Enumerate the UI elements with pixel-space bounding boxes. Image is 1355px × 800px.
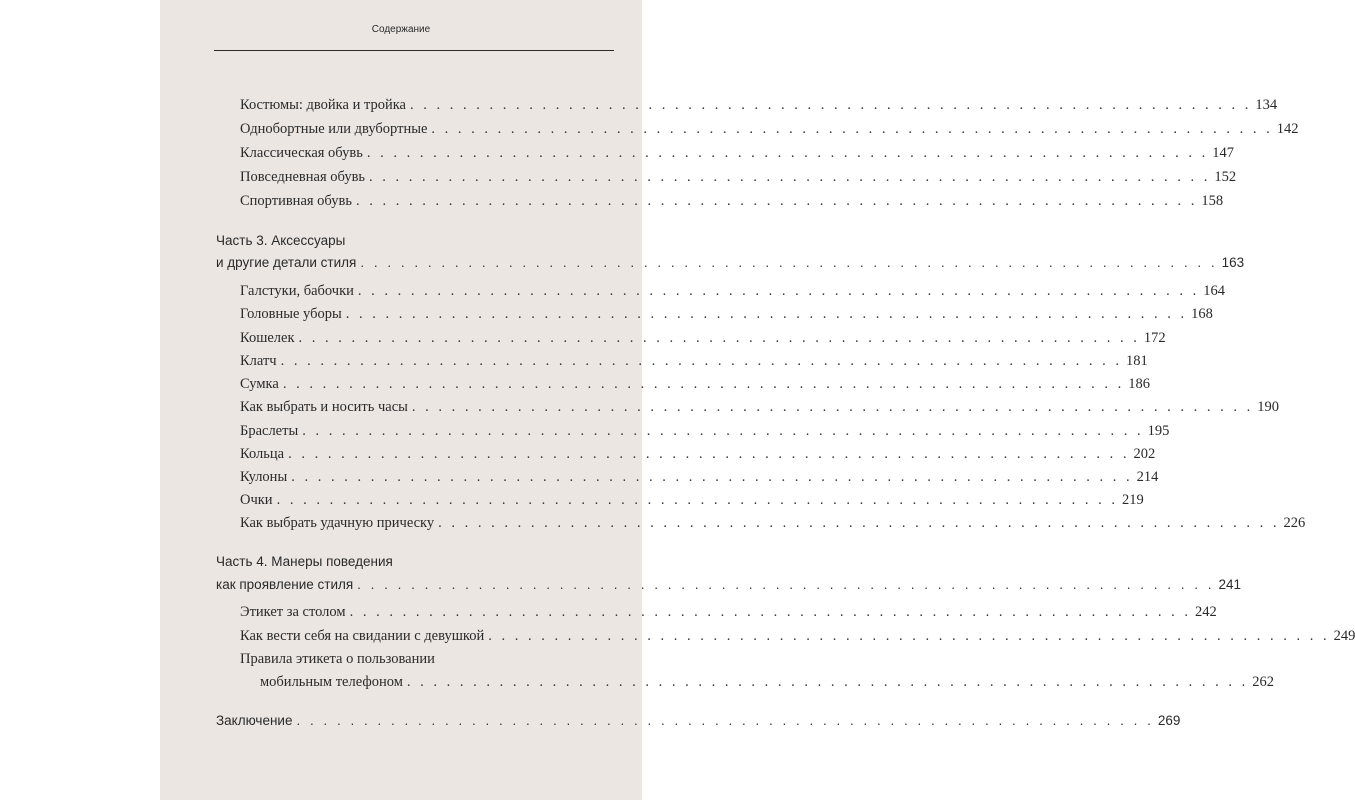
dot-leader: . . . . . . . . . . . . . . . . . . . . . . . . . . . . . . . . . . . . . . . . . . . . . . . . . . . . . . . . . . . . . . . . bbox=[488, 628, 1330, 644]
toc-entry-title: Клатч bbox=[240, 353, 277, 369]
dot-leader: . . . . . . . . . . . . . . . . . . . . . . . . . . . . . . . . . . . . . . . . . . . . . . . . . . . . . . . . . . . . . . . . bbox=[360, 255, 1218, 270]
dot-leader: . . . . . . . . . . . . . . . . . . . . . . . . . . . . . . . . . . . . . . . . . . . . . . . . . . . . . . . . . . . . . . . . bbox=[282, 376, 1125, 392]
part-3-title: Часть 3. Аксессуары bbox=[216, 233, 346, 248]
toc-entry-page: 269 bbox=[1157, 713, 1181, 728]
dot-leader: . . . . . . . . . . . . . . . . . . . . . . . . . . . . . . . . . . . . . . . . . . . . . . . . . . . . . . . . . . . . . . . . bbox=[431, 121, 1273, 137]
dot-leader: . . . . . . . . . . . . . . . . . . . . . . . . . . . . . . . . . . . . . . . . . . . . . . . . . . . . . . . . . . . . . . . . bbox=[357, 283, 1200, 299]
toc-entry-page: 181 bbox=[1125, 353, 1148, 369]
toc-entry-page: 152 bbox=[1214, 169, 1237, 185]
toc-entry-page: 226 bbox=[1283, 515, 1306, 531]
toc-entry-page: 195 bbox=[1147, 423, 1170, 439]
toc-entry-title: Спортивная обувь bbox=[240, 193, 352, 209]
toc-entry-title: Повседневная обувь bbox=[240, 169, 366, 185]
toc-entry-page: 219 bbox=[1121, 492, 1144, 508]
toc-entry bbox=[240, 376, 1150, 392]
toc-entry-title: Головные уборы bbox=[240, 306, 342, 322]
toc-entry-page: 163 bbox=[1221, 255, 1245, 270]
toc-entry-page: 147 bbox=[1212, 145, 1234, 161]
toc-entry-title: Кошелек bbox=[240, 330, 295, 346]
dot-leader: . . . . . . . . . . . . . . . . . . . . . . . . . . . . . . . . . . . . . . . . . . . . . . . . . . . . . . . . . . . . . . . . bbox=[406, 674, 1249, 690]
toc-entry bbox=[240, 145, 1234, 161]
dot-leader: . . . . . . . . . . . . . . . . . . . . . . . . . . . . . . . . . . . . . . . . . . . . . . . . . . . . . . . . . . . . . . . . bbox=[276, 492, 1118, 508]
dot-leader: . . . . . . . . . . . . . . . . . . . . . . . . . . . . . . . . . . . . . . . . . . . . . . . . . . . . . . . . . . . . . . . . bbox=[280, 353, 1122, 369]
part-4-entry bbox=[216, 577, 1242, 592]
dot-leader: . . . . . . . . . . . . . . . . . . . . . . . . . . . . . . . . . . . . . . . . . . . . . . . . . . . . . . . . . . . . . . . . bbox=[410, 97, 1252, 113]
toc-entry bbox=[240, 353, 1148, 369]
toc-entry-title: Браслеты bbox=[240, 423, 299, 439]
toc-entry bbox=[240, 604, 1217, 620]
toc-entry bbox=[240, 628, 1355, 644]
toc-entry-title: Однобортные или двубортные bbox=[240, 121, 428, 137]
toc-entry bbox=[240, 492, 1144, 508]
part-3-entry bbox=[216, 255, 1245, 270]
toc-entry-page: 262 bbox=[1252, 674, 1275, 690]
book-page bbox=[160, 0, 1355, 800]
toc-entry-title: Как выбрать удачную прическу bbox=[240, 515, 435, 531]
toc-entry bbox=[240, 330, 1166, 346]
toc-entry-page: 164 bbox=[1203, 283, 1225, 299]
dot-leader: . . . . . . . . . . . . . . . . . . . . . . . . . . . . . . . . . . . . . . . . . . . . . . . . . . . . . . . . . . . . . . . . bbox=[369, 169, 1211, 185]
toc-entry-page: 172 bbox=[1143, 330, 1166, 346]
toc-entry bbox=[240, 193, 1224, 209]
toc-entry-page: 214 bbox=[1136, 469, 1159, 485]
toc-entry bbox=[240, 515, 1306, 531]
toc-entry-page: 186 bbox=[1128, 376, 1150, 392]
dot-leader: . . . . . . . . . . . . . . . . . . . . . . . . . . . . . . . . . . . . . . . . . . . . . . . . . . . . . . . . . . . . . . . . bbox=[302, 423, 1144, 439]
dot-leader: . . . . . . . . . . . . . . . . . . . . . . . . . . . . . . . . . . . . . . . . . . . . . . . . . . . . . . . . . . . . . . . . bbox=[357, 577, 1215, 592]
dot-leader: . . . . . . . . . . . . . . . . . . . . . . . . . . . . . . . . . . . . . . . . . . . . . . . . . . . . . . . . . . . . . . . . bbox=[411, 399, 1254, 415]
toc-entry bbox=[240, 97, 1278, 113]
toc-entry-title: Кулоны bbox=[240, 469, 288, 485]
toc-entry bbox=[240, 121, 1299, 137]
toc-entry bbox=[240, 306, 1213, 322]
toc-entry-page: 249 bbox=[1333, 628, 1355, 644]
toc-entry-title-line2: мобильным телефоном bbox=[260, 674, 403, 690]
toc-entry-title: Сумка bbox=[240, 376, 279, 392]
toc-entry bbox=[240, 446, 1156, 462]
dot-leader: . . . . . . . . . . . . . . . . . . . . . . . . . . . . . . . . . . . . . . . . . . . . . . . . . . . . . . . . . . . . . . . . bbox=[349, 604, 1191, 620]
toc-entry-title: Этикет за столом bbox=[240, 604, 346, 620]
conclusion-entry bbox=[216, 713, 1181, 728]
dot-leader: . . . . . . . . . . . . . . . . . . . . . . . . . . . . . . . . . . . . . . . . . . . . . . . . . . . . . . . . . . . . . . . . bbox=[291, 469, 1133, 485]
dot-leader: . . . . . . . . . . . . . . . . . . . . . . . . . . . . . . . . . . . . . . . . . . . . . . . . . . . . . . . . . . . . . . . . bbox=[438, 515, 1280, 531]
table-of-contents bbox=[160, 0, 1355, 800]
toc-entry-page: 158 bbox=[1201, 193, 1224, 209]
toc-entry-page: 190 bbox=[1257, 399, 1279, 415]
dot-leader: . . . . . . . . . . . . . . . . . . . . . . . . . . . . . . . . . . . . . . . . . . . . . . . . . . . . . . . . . . . . . . . . bbox=[298, 330, 1140, 346]
toc-entry bbox=[240, 283, 1225, 299]
toc-entry-title: Очки bbox=[240, 492, 273, 508]
toc-entry-page: 142 bbox=[1276, 121, 1299, 137]
toc-entry bbox=[240, 423, 1170, 439]
dot-leader: . . . . . . . . . . . . . . . . . . . . . . . . . . . . . . . . . . . . . . . . . . . . . . . . . . . . . . . . . . . . . . . . bbox=[345, 306, 1188, 322]
toc-entry bbox=[260, 674, 1275, 690]
toc-entry-title: Галстуки, бабочки bbox=[240, 283, 354, 299]
toc-entry-title: Классическая обувь bbox=[240, 145, 363, 161]
toc-entry-title: Как вести себя на свидании с девушкой bbox=[240, 628, 485, 644]
running-head: Содержание bbox=[371, 24, 431, 35]
toc-entry-title: Кольца bbox=[240, 446, 285, 462]
dot-leader: . . . . . . . . . . . . . . . . . . . . . . . . . . . . . . . . . . . . . . . . . . . . . . . . . . . . . . . . . . . . . . . . bbox=[355, 193, 1198, 209]
dot-leader: . . . . . . . . . . . . . . . . . . . . . . . . . . . . . . . . . . . . . . . . . . . . . . . . . . . . . . . . . . . . . . . . bbox=[296, 713, 1154, 728]
part-4-title: Часть 4. Манеры поведения bbox=[216, 554, 393, 569]
part-4-subtitle: как проявление стиля bbox=[216, 577, 354, 592]
toc-entry bbox=[240, 469, 1159, 485]
toc-entry-page: 134 bbox=[1255, 97, 1278, 113]
conclusion-title: Заключение bbox=[216, 713, 293, 728]
toc-entry-title-line1: Правила этикета о пользовании bbox=[240, 651, 435, 667]
toc-entry-page: 168 bbox=[1191, 306, 1213, 322]
toc-entry-title: Костюмы: двойка и тройка bbox=[240, 97, 406, 113]
toc-entry bbox=[240, 399, 1279, 415]
toc-entry-title: Как выбрать и носить часы bbox=[240, 399, 408, 415]
dot-leader: . . . . . . . . . . . . . . . . . . . . . . . . . . . . . . . . . . . . . . . . . . . . . . . . . . . . . . . . . . . . . . . . bbox=[366, 145, 1209, 161]
part-3-subtitle: и другие детали стиля bbox=[216, 255, 357, 270]
toc-entry-page: 202 bbox=[1133, 446, 1156, 462]
toc-entry-page: 241 bbox=[1218, 577, 1242, 592]
toc-entry bbox=[240, 169, 1237, 185]
toc-entry-page: 242 bbox=[1194, 604, 1217, 620]
dot-leader: . . . . . . . . . . . . . . . . . . . . . . . . . . . . . . . . . . . . . . . . . . . . . . . . . . . . . . . . . . . . . . . . bbox=[288, 446, 1130, 462]
